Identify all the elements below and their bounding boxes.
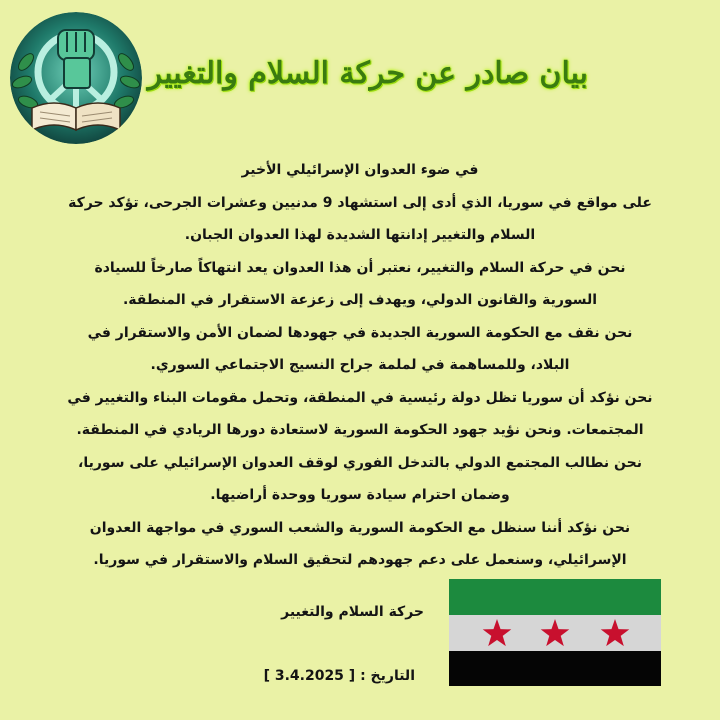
- statement-line: نحن في حركة السلام والتغيير، نعتبر أن هذا العدوان يعد انتهاكاً صارخاً للسيادة: [94, 259, 626, 276]
- statement-line: نحن نقف مع الحكومة السورية الجديدة في جهودها لضمان الأمن والاستقرار في: [87, 324, 633, 341]
- signature: حركة السلام والتغيير: [281, 604, 424, 620]
- statement-line: السورية والقانون الدولي، ويهدف إلى زعزعة الاستقرار في المنطقة.: [122, 292, 598, 308]
- statement-line: البلاد، وللمساهمة في لملمة جراح النسيج الاجتماعي السوري.: [150, 357, 570, 373]
- peace-fist-book-icon: [10, 12, 142, 144]
- statement-line: المجتمعات. ونحن نؤيد جهود الحكومة السورية لاستعادة دورها الريادي في المنطقة.: [76, 422, 644, 438]
- statement-line: على مواقع في سوريا، الذي أدى إلى استشهاد 9 مدنيين وعشرات الجرحى، تؤكد حركة: [68, 194, 652, 211]
- syrian-independence-flag-icon: [449, 579, 661, 686]
- statement-line: نحن نؤكد أننا سنظل مع الحكومة السورية والشعب السوري في مواجهة العدوان: [89, 519, 631, 536]
- statement-line: الإسرائيلي، وسنعمل على دعم جهودهم لتحقيق السلام والاستقرار في سوريا.: [93, 552, 627, 568]
- statement-line: في ضوء العدوان الإسرائيلي الأخير: [241, 162, 479, 178]
- statement-line: وضمان احترام سيادة سوريا ووحدة أراضيها.: [210, 487, 510, 503]
- statement-body: [24, 154, 696, 577]
- movement-logo: [10, 12, 142, 144]
- statement-line: نحن نؤكد أن سوريا تظل دولة رئيسية في المنطقة، وتحمل مقومات البناء والتغيير في: [67, 389, 653, 406]
- statement-line: نحن نطالب المجتمع الدولي بالتدخل الفوري لوقف العدوان الإسرائيلي على سوريا،: [78, 454, 642, 471]
- statement-line: السلام والتغيير إدانتها الشديدة لهذا العدوان الجبان.: [184, 227, 536, 243]
- statement-title: بيان صادر عن حركة السلام والتغيير: [147, 56, 588, 91]
- statement-date: التاريخ : [ 3.4.2025 ]: [263, 668, 415, 684]
- syrian-flag: [449, 579, 661, 686]
